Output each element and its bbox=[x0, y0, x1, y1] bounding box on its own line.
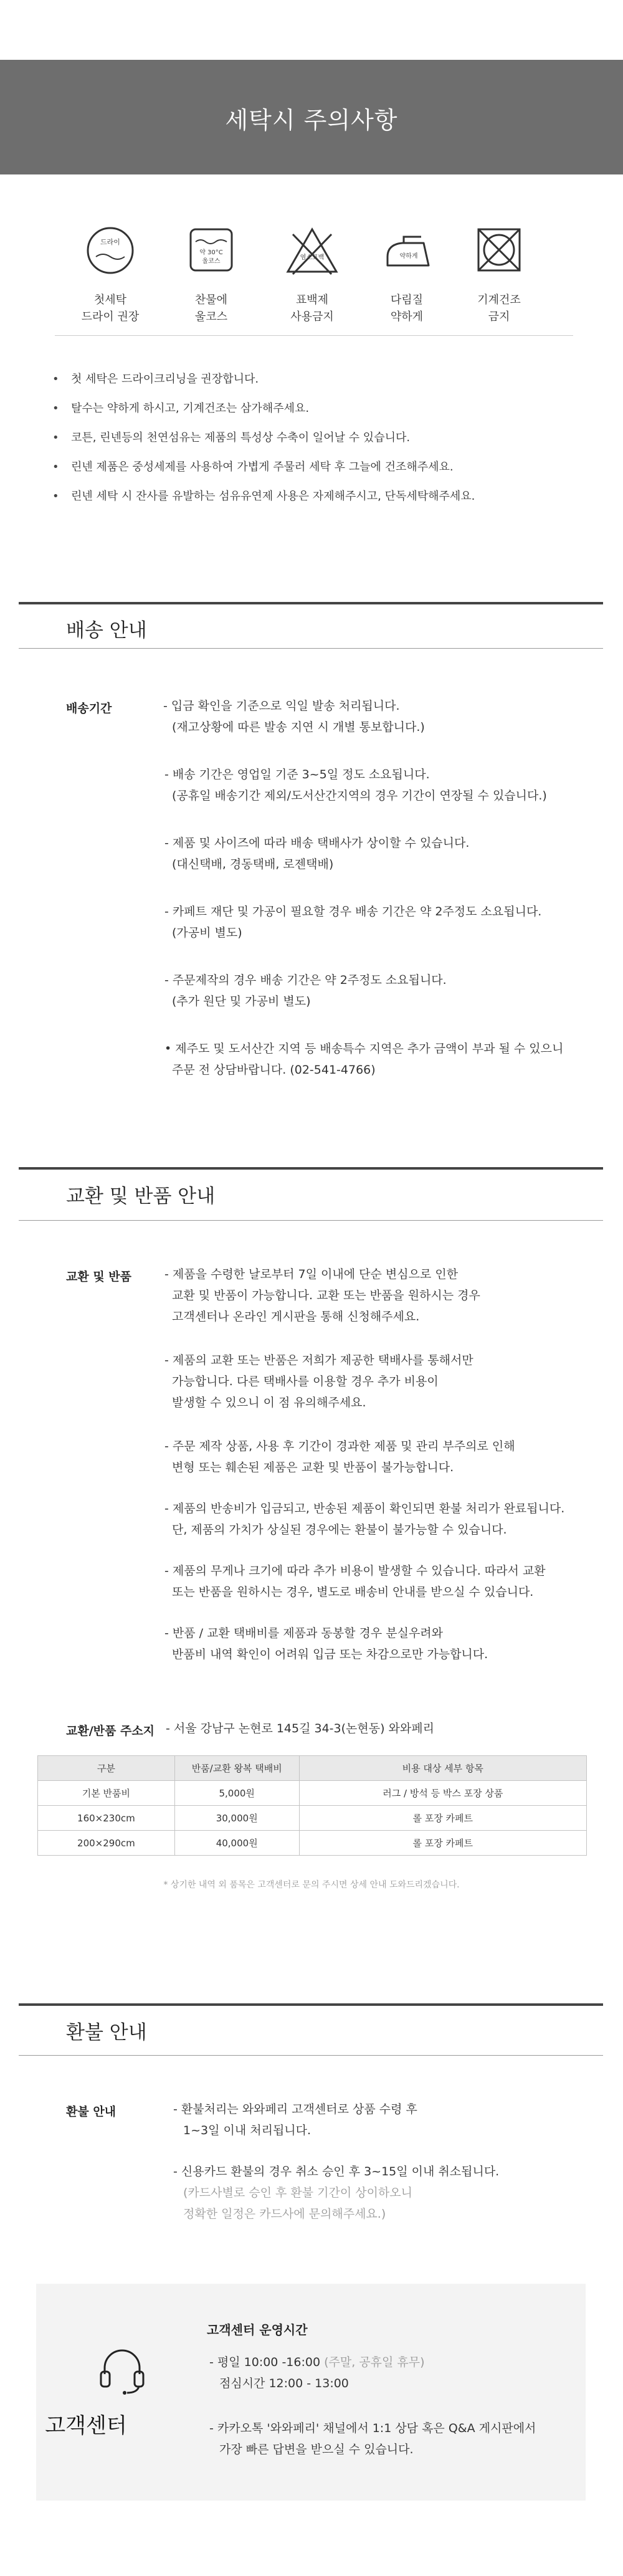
exchange-line: - 제품의 무게나 크기에 따라 추가 비용이 발생할 수 있습니다. 따라서 교환 bbox=[164, 1564, 546, 1578]
return-fee-table bbox=[37, 1755, 587, 1856]
shipping-line: (추가 원단 및 가공비 별도) bbox=[172, 995, 311, 1008]
shipping-line: (대신택배, 경동택배, 로젠택배) bbox=[172, 857, 334, 871]
exchange-line: 단, 제품의 가치가 상실된 경우에는 환불이 불가능할 수 있습니다. bbox=[172, 1523, 507, 1537]
exchange-line: - 반품 / 교환 택배비를 제품과 동봉할 경우 분실우려와 bbox=[164, 1626, 444, 1640]
iron-icon bbox=[379, 224, 435, 280]
refund-line: - 신용카드 환불의 경우 취소 승인 후 3~15일 이내 취소됩니다. bbox=[173, 2165, 500, 2178]
dry-clean-circle-icon bbox=[82, 224, 138, 280]
care-item-dry-clean bbox=[70, 224, 151, 325]
section-divider bbox=[19, 648, 603, 649]
exchange-line: - 제품을 수령한 날로부터 7일 이내에 단순 변심으로 인한 bbox=[164, 1267, 459, 1281]
table-header: 구분 bbox=[38, 1756, 175, 1781]
exchange-section-title: 교환 및 반품 안내 bbox=[66, 1185, 216, 1208]
section-divider bbox=[19, 2055, 603, 2056]
table-cell: 30,000원 bbox=[174, 1806, 299, 1831]
care-icon-text: 드라이 bbox=[100, 238, 120, 246]
care-label-line1: 표백제 bbox=[295, 293, 329, 307]
care-label-line1: 기계건조 bbox=[477, 293, 521, 307]
table-cell: 러그 / 방석 등 박스 포장 상품 bbox=[299, 1781, 586, 1806]
shipping-line: (재고상황에 따른 발송 지연 시 개별 통보합니다.) bbox=[172, 720, 425, 734]
exchange-line: 교환 및 반품이 가능합니다. 교환 또는 반품을 원하시는 경우 bbox=[172, 1289, 480, 1302]
shipping-line: • 제주도 및 도서산간 지역 등 배송특수 지역은 추가 금액이 부과 될 수 있으니 bbox=[164, 1042, 564, 1056]
exchange-line: 반품비 내역 확인이 어려워 입금 또는 차감으로만 가능합니다. bbox=[172, 1648, 488, 1661]
care-label-line2: 사용금지 bbox=[290, 310, 334, 323]
hand-wash-tub-icon bbox=[183, 224, 239, 280]
lunch-hours: 점심시간 12:00 - 13:00 bbox=[219, 2377, 349, 2390]
weekday-hours-text: - 평일 10:00 -16:00 bbox=[209, 2355, 321, 2369]
table-cell: 160×230cm bbox=[38, 1806, 175, 1831]
care-label-line2: 드라이 권장 bbox=[81, 310, 140, 323]
care-item-iron bbox=[366, 224, 447, 325]
table-header: 반품/교환 왕복 택배비 bbox=[174, 1756, 299, 1781]
no-tumble-dry-icon bbox=[471, 224, 527, 280]
section-divider bbox=[19, 1167, 603, 1170]
list-item: • 코튼, 린넨등의 천연섬유는 제품의 특성상 수축이 일어날 수 있습니다. bbox=[51, 423, 581, 452]
table-footnote: * 상기한 내역 외 품목은 고객센터로 문의 주시면 상세 안내 도와드리겠습니다. bbox=[163, 1880, 460, 1890]
exchange-line: - 제품의 반송비가 입금되고, 반송된 제품이 확인되면 환불 처리가 완료됩니다. bbox=[164, 1502, 565, 1515]
list-item: • 탈수는 약하게 하시고, 기계건조는 삼가해주세요. bbox=[51, 394, 581, 423]
shipping-line: 주문 전 상담바랍니다. (02-541-4766) bbox=[172, 1063, 376, 1077]
care-icon-text: 염소표백 bbox=[300, 254, 325, 261]
return-address-label: 교환/반품 주소지 bbox=[66, 1724, 155, 1738]
exchange-label: 교환 및 반품 bbox=[66, 1270, 131, 1284]
shipping-section-title: 배송 안내 bbox=[66, 619, 147, 642]
care-label-line1: 첫세탁 bbox=[93, 293, 127, 307]
care-label-line2: 금지 bbox=[488, 310, 510, 323]
care-label-line2: 약하게 bbox=[390, 310, 424, 323]
table-header: 비용 대상 세부 항목 bbox=[299, 1756, 586, 1781]
table-cell: 롤 포장 카페트 bbox=[299, 1831, 586, 1856]
refund-line: 1~3일 이내 처리됩니다. bbox=[183, 2124, 312, 2137]
refund-line: 정확한 일정은 카드사에 문의해주세요.) bbox=[183, 2207, 386, 2221]
table-cell: 롤 포장 카페트 bbox=[299, 1806, 586, 1831]
care-label-line2: 울코스 bbox=[194, 310, 228, 323]
weekday-hours-note: (주말, 공휴일 휴무) bbox=[324, 2355, 425, 2369]
table-cell: 5,000원 bbox=[174, 1781, 299, 1806]
exchange-line: 변형 또는 훼손된 제품은 교환 및 반품이 불가능합니다. bbox=[172, 1461, 454, 1474]
list-item: • 린넨 제품은 중성세제를 사용하여 가볍게 주물러 세탁 후 그늘에 건조해주세요. bbox=[51, 452, 581, 482]
shipping-line: - 입금 확인을 기준으로 익일 발송 처리됩니다. bbox=[163, 699, 400, 713]
exchange-line: 고객센터나 온라인 게시판을 통해 신청해주세요. bbox=[172, 1310, 420, 1324]
care-label-line1: 찬물에 bbox=[194, 293, 228, 307]
section-divider bbox=[19, 602, 603, 604]
care-icon-text: 약 30°C bbox=[199, 249, 223, 256]
page-title: 세탁시 주의사항 bbox=[225, 107, 398, 134]
table-cell: 200×290cm bbox=[38, 1831, 175, 1856]
refund-line: (카드사별로 승인 후 환불 기간이 상이하오니 bbox=[183, 2186, 412, 2200]
refund-section-title: 환불 안내 bbox=[66, 2021, 147, 2044]
exchange-line: - 주문 제작 상품, 사용 후 기간이 경과한 제품 및 관리 부주의로 인해 bbox=[164, 1439, 515, 1453]
kakao-line: 가장 빠른 답변을 받으실 수 있습니다. bbox=[219, 2443, 414, 2456]
table-row bbox=[38, 1781, 587, 1806]
care-label-line1: 다림질 bbox=[390, 293, 424, 307]
section-divider bbox=[19, 2003, 603, 2006]
table-row bbox=[38, 1831, 587, 1856]
kakao-line: - 카카오톡 '와와페리' 채널에서 1:1 상담 혹은 Q&A 게시판에서 bbox=[209, 2421, 536, 2435]
return-address-value: - 서울 강남구 논현로 145길 34-3(논현동) 와와페리 bbox=[166, 1722, 434, 1735]
table-cell: 40,000원 bbox=[174, 1831, 299, 1856]
shipping-line: (가공비 별도) bbox=[172, 926, 242, 940]
care-item-no-tumble-dry bbox=[459, 224, 540, 325]
refund-label: 환불 안내 bbox=[66, 2105, 117, 2119]
shipping-line: (공휴일 배송기간 제외/도서산간지역의 경우 기간이 연장될 수 있습니다.) bbox=[172, 789, 547, 803]
care-item-hand-wash bbox=[171, 224, 252, 325]
care-icon-text: 약하게 bbox=[399, 253, 418, 260]
divider bbox=[55, 335, 573, 336]
shipping-line: - 주문제작의 경우 배송 기간은 약 2주정도 소요됩니다. bbox=[164, 973, 447, 987]
customer-center-title: 고객센터 bbox=[45, 2413, 127, 2438]
refund-line: - 환불처리는 와와페리 고객센터로 상품 수령 후 bbox=[173, 2102, 417, 2116]
shipping-label: 배송기간 bbox=[66, 702, 112, 715]
care-icon-text: 울코스 bbox=[202, 258, 221, 265]
care-item-no-bleach bbox=[272, 224, 353, 325]
table-row bbox=[38, 1806, 587, 1831]
headset-icon bbox=[98, 2345, 146, 2395]
shipping-line: - 배송 기간은 영업일 기준 3~5일 정도 소요됩니다. bbox=[164, 768, 430, 781]
exchange-line: - 제품의 교환 또는 반품은 저희가 제공한 택배사를 통해서만 bbox=[164, 1353, 473, 1367]
list-item: • 린넨 세탁 시 잔사를 유발하는 섬유유연제 사용은 자제해주시고, 단독세탁해주세요. bbox=[51, 482, 581, 511]
exchange-line: 또는 반품을 원하시는 경우, 별도로 배송비 안내를 받으실 수 있습니다. bbox=[172, 1585, 534, 1599]
shipping-line: - 제품 및 사이즈에 따라 배송 택배사가 상이할 수 있습니다. bbox=[164, 836, 470, 850]
exchange-line: 발생할 수 있으니 이 점 유의해주세요. bbox=[172, 1396, 366, 1410]
no-bleach-icon bbox=[284, 224, 340, 280]
hours-title: 고객센터 운영시간 bbox=[207, 2322, 308, 2337]
care-notice-list bbox=[51, 365, 581, 511]
weekday-hours bbox=[209, 2352, 425, 2373]
section-divider bbox=[19, 1220, 603, 1221]
header-banner bbox=[0, 60, 623, 174]
table-cell: 기본 반품비 bbox=[38, 1781, 175, 1806]
exchange-line: 가능합니다. 다른 택배사를 이용할 경우 추가 비용이 bbox=[172, 1375, 439, 1388]
shipping-line: - 카페트 재단 및 가공이 필요할 경우 배송 기간은 약 2주정도 소요됩니다. bbox=[164, 905, 542, 918]
table-header-row bbox=[38, 1756, 587, 1781]
list-item: • 첫 세탁은 드라이크리닝을 권장합니다. bbox=[51, 365, 581, 394]
